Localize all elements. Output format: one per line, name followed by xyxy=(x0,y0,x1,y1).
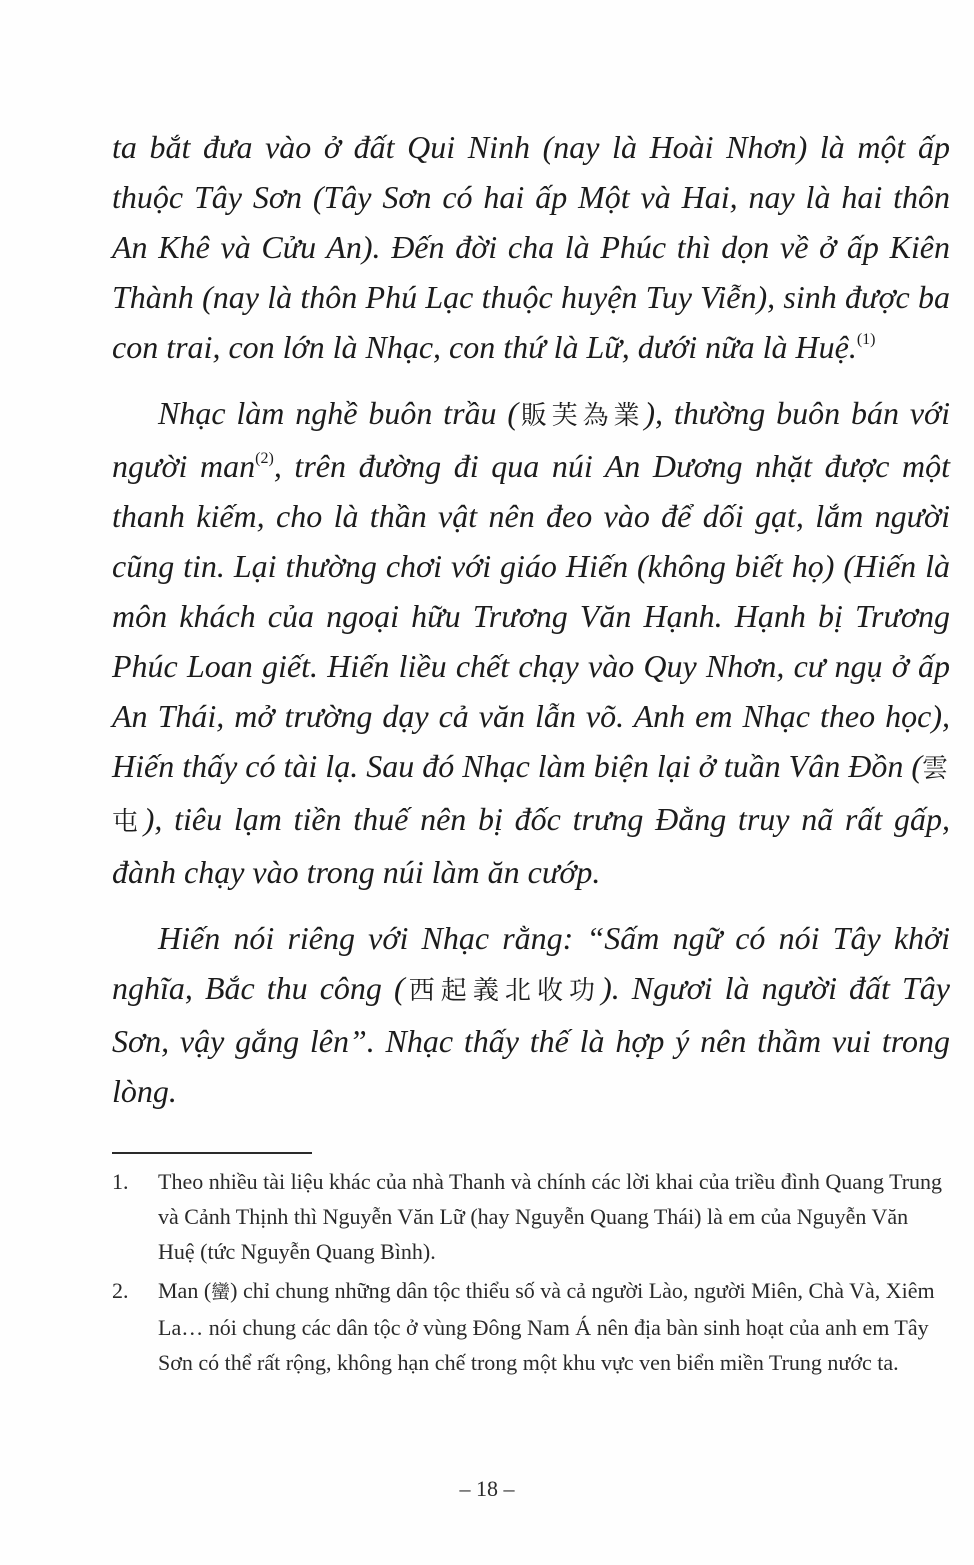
footnote-1-number: 1. xyxy=(112,1169,129,1194)
footnote-2-body xyxy=(158,1273,950,1380)
paragraph-2-text-b: ), thường buôn bán với người man xyxy=(112,395,950,484)
footnote-2-text-b: ) chỉ chung những dân tộc thiểu số và cả người Lào, người Miên, Chà Và, Xiêm La… nói chung các dân tộc ở vùng Đông Nam Á nên địa bàn sinh hoạt của anh em Tây Sơn có thể rất rộng, không hạn chế trong một khu vực ven biển miền Trung nước ta. xyxy=(158,1278,935,1375)
footnote-divider xyxy=(112,1152,312,1154)
paragraph-1-text: ta bắt đưa vào ở đất Qui Ninh (nay là Hoài Nhơn) là một ấp thuộc Tây Sơn (Tây Sơn có hai ấp Một và Hai, nay là hai thôn An Khê và Cửu An). Đến đời cha là Phúc thì dọn về ở ấp Kiên Thành (nay là thôn Phú Lạc thuộc huyện Tuy Viễn), sinh được ba con trai, con lớn là Nhạc, con thứ là Lữ, dưới nữa là Huệ. xyxy=(112,129,950,365)
paragraph-2-text-c: , trên đường đi qua núi An Dương nhặt được một thanh kiếm, cho là thần vật nên đeo vào để dối gạt, lắm người cũng tin. Lại thường chơi với giáo Hiến (không biết họ) (Hiến là môn khách của ngoại hữu Trương Văn Hạnh. Hạnh bị Trương Phúc Loan giết. Hiến liều chết chạy vào Quy Nhơn, cư ngụ ở ấp An Thái, mở trường dạy cả văn lẫn võ. Anh em Nhạc theo học), Hiến thấy có tài lạ. Sau đó Nhạc làm biện lại ở tuần Vân Đồn ( xyxy=(112,448,951,784)
paragraph-2-text-a: Nhạc làm nghề buôn trầu ( xyxy=(158,395,519,431)
footnote-ref-2: (2) xyxy=(255,450,274,467)
footnotes xyxy=(112,1164,950,1380)
paragraph-3-text-b: ). Ngươi là người đất Tây Sơn, vậy gắng lên”. Nhạc thấy thế là hợp ý nên thầm vui trong lòng. xyxy=(112,970,951,1109)
paragraph-3 xyxy=(112,913,950,1116)
footnote-ref-1: (1) xyxy=(856,331,876,348)
paragraph-2-text-d: ), tiêu lạm tiền thuế nên bị đốc trưng Đằng truy nã rất gấp, đành chạy vào trong núi làm ăn cướp. xyxy=(112,801,950,890)
footnote-2-text-a: Man ( xyxy=(158,1278,212,1303)
footnote-2-han: 蠻 xyxy=(211,1281,231,1303)
paragraph-3-text-a: Hiến nói riêng với Nhạc rằng: “Sấm ngữ có nói Tây khởi nghĩa, Bắc thu công ( xyxy=(112,920,950,1006)
footnote-2 xyxy=(112,1273,950,1380)
footnote-1 xyxy=(112,1164,950,1269)
footnote-2-number: 2. xyxy=(112,1278,129,1303)
han-characters-van-don: 雲屯 xyxy=(112,754,950,837)
footnote-1-text: Theo nhiều tài liệu khác của nhà Thanh và chính các lời khai của triều đình Quang Trung và Cảnh Thịnh thì Nguyễn Văn Lữ (hay Nguyễn Quang Thái) là em của Nguyễn Văn Huệ (tức Nguyễn Quang Bình). xyxy=(158,1169,943,1264)
page-number: – 18 – xyxy=(459,1476,515,1501)
han-characters-prophecy: 西起義北收功 xyxy=(404,976,602,1006)
main-text xyxy=(112,122,950,1116)
paragraph-1 xyxy=(112,122,950,372)
han-characters-trade: 販芙為業 xyxy=(518,401,645,431)
paragraph-2 xyxy=(112,388,950,897)
